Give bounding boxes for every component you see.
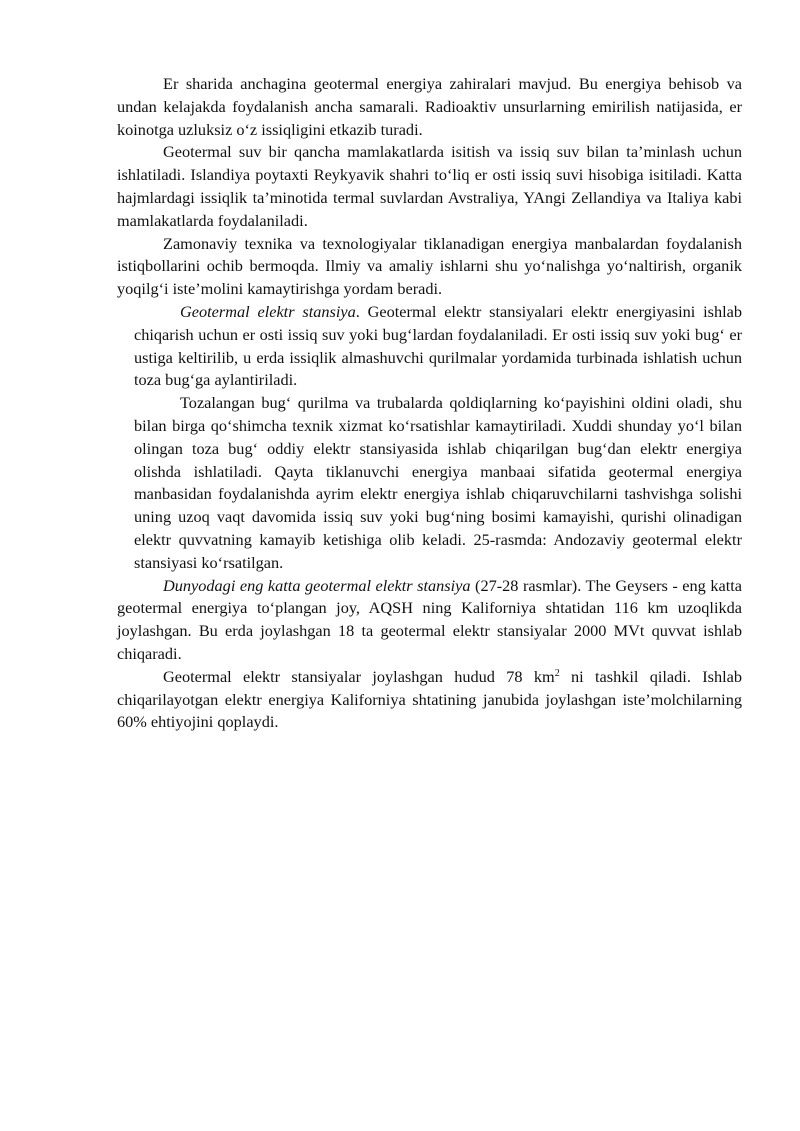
paragraph-text: ni tashkil qiladi. Ishlab chiqarilayotgan elektr energiya Kaliforniya shtatining janubida joylashgan iste’molchilarning 60% ehtiyojini qoplaydi. <box>117 666 743 732</box>
paragraph-station-area <box>117 666 742 734</box>
paragraph-modern-technology: Zamonaviy texnika va texnologiyalar tiklanadigan energiya manbalardan foydalanish istiqbollarini ochib bermoqda. Ilmiy va amaliy ishlarni shu yo‘nalishga yo‘naltirish, organik yoqilg‘i iste’molini kamaytirishga yordam beradi. <box>117 233 742 299</box>
superscript: 2 <box>554 667 560 679</box>
paragraph-text: Geotermal elektr stansiyalar joylashgan hudud 78 km <box>163 666 555 686</box>
paragraph-geothermal-power-station <box>134 301 742 392</box>
paragraph-geothermal-reserves: Er sharida anchagina geotermal energiya zahiralari mavjud. Bu energiya behisob va undan kelajakda foydalanish ancha samarali. Radioaktiv unsurlarning emirilish natijasida, er koinotga uzluksiz o‘z issiqligini etkazib turadi. <box>117 74 742 139</box>
section-title-geothermal-power-station: Geotermal elektr stansiya <box>180 301 356 321</box>
paragraph-geothermal-water-use: Geotermal suv bir qancha mamlakatlarda isitish va issiq suv bilan ta’minlash uchun ishlatiladi. Islandiya poytaxti Reykyavik shahri to‘liq er osti issiq suvi hisobiga isitiladi. Katta hajmlardagi issiqlik ta’minotida termal suvlardan Avstraliya, YAngi Zellandiya va Italiya kabi mamlakatlarda foydalaniladi. <box>117 142 742 230</box>
paragraph-text: (27-28 rasmlar). The Geysers - eng katta geotermal energiya to‘plangan joy, AQSH ning Kaliforniya shtatidan 116 km uzoqlikda joylashgan. Bu erda joylashgan 18 ta geotermal elektr stansiyalar 2000 MVt quvvat ishlab chiqaradi. <box>117 575 742 663</box>
paragraph-largest-station <box>117 575 742 666</box>
section-title-largest-station: Dunyodagi eng katta geotermal elektr stansiya <box>163 575 471 595</box>
paragraph-clean-steam: Tozalangan bug‘ qurilma va trubalarda qoldiqlarning ko‘payishini oldini oladi, shu bilan birga qo‘shimcha texnik xizmat ko‘rsatishlar kamaytiriladi. Xuddi shunday yo‘l bilan olingan toza bug‘ oddiy elektr stansiyasida ishlab chiqarilgan bug‘dan elektr energiya olishda ishlatiladi. Qayta tiklanuvchi energiya manbaai sifatida geotermal energiya manbasidan foydalanishda ayrim elektr energiya ishlab chiqaruvchilarni tashvishga solishi uning uzoq vaqt davomida issiq suv yoki bug‘ning bosimi kamayishi, qurishi olinadigan elektr quvvatning kamayib ketishiga olib keladi. 25-rasmda: Andozaviy geotermal elektr stansiyasi ko‘rsatilgan. <box>134 393 742 572</box>
document-page <box>117 73 742 734</box>
paragraph-text: . Geotermal elektr stansiyalari elektr energiyasini ishlab chiqarish uchun er osti issiq suv yoki bug‘lardan foydalaniladi. Er osti issiq suv yoki bug‘ er ustiga keltirilib, u erda issiqlik almashuvchi qurilmalar yordamida turbinada ishlatish uchun toza bug‘ga aylantiriladi. <box>134 301 742 390</box>
